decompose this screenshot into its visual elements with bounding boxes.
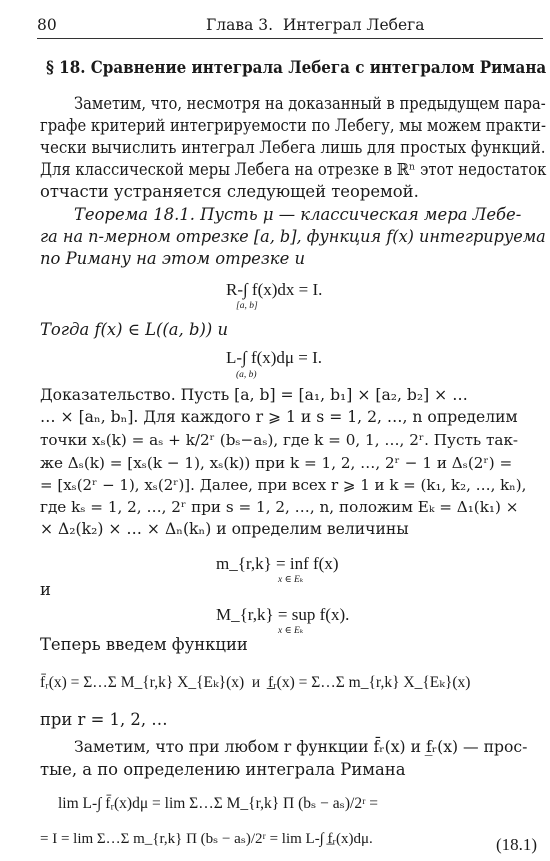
intro-line-3: чески вычислить интеграл Лебега лишь для простых функций.: [40, 138, 546, 157]
theorem-then-line: Тогда f(x) ∈ L((a, b)) и: [40, 320, 229, 339]
now-introduce-line: Теперь введем функции: [40, 635, 248, 654]
limit-equation-2: = I = lim Σ…Σ m_{r,k} Π (bₛ − aₛ)/2ʳ = lim L-∫ f̲ᵣ(x)dμ.: [40, 831, 373, 847]
limit-equation-1: lim L-∫ f̄ᵣ(x)dμ = lim Σ…Σ M_{r,k} Π (bₛ − aₛ)/2ʳ =: [58, 795, 379, 812]
proof-line-2: … × [aₙ, bₙ]. Для каждого r ⩾ 1 и s = 1, 2, …, n определим: [40, 408, 518, 426]
proof-line-7: × Δ₂(k₂) × … × Δₙ(kₙ) и определим величины: [40, 520, 409, 538]
intro-line-1: Заметим, что, несмотря на доказанный в предыдущем пара-: [74, 94, 546, 113]
header-rule: [37, 38, 543, 39]
intro-line-4: Для классической меры Лебега на отрезке в ℝⁿ этот недостаток: [40, 160, 547, 179]
riemann-integral-equation: R-∫ f(x)dx = I.: [226, 280, 323, 299]
lebesgue-integral-domain: (a, b): [236, 370, 257, 380]
step-functions-equation: f̄ᵣ(x) = Σ…Σ M_{r,k} X_{Eₖ}(x) и f̲ᵣ(x) = Σ…Σ m_{r,k} X_{Eₖ}(x): [40, 674, 471, 691]
for-r-line: при r = 1, 2, …: [40, 710, 168, 729]
riemann-integral-domain: [a, b]: [236, 301, 258, 311]
proof-line-5: = [xₛ(2ʳ − 1), xₛ(2ʳ)]. Далее, при всех r ⩾ 1 и k = (k₁, k₂, …, kₙ),: [40, 476, 527, 494]
conjunction-and: и: [40, 580, 51, 599]
inf-domain: x ∈ Eₖ: [278, 575, 304, 585]
equation-number: (18.1): [496, 835, 538, 854]
note-line-1: Заметим, что при любом r функции f̄ᵣ(x) и f̲ᵣ(x) — прос-: [74, 738, 528, 756]
intro-line-2: графе критерий интегрируемости по Лебегу, мы можем практи-: [40, 116, 546, 135]
theorem-line-2: га на n-мерном отрезке [a, b], функция f(x) интегрируема: [40, 227, 546, 246]
proof-line-4: же Δₛ(k) = [xₛ(k − 1), xₛ(k)) при k = 1, 2, …, 2ʳ − 1 и Δₛ(2ʳ) =: [40, 454, 513, 472]
sup-equation: M_{r,k} = sup f(x).: [216, 605, 350, 624]
inf-equation: m_{r,k} = inf f(x): [216, 554, 339, 573]
lebesgue-integral-equation: L-∫ f(x)dμ = I.: [226, 348, 323, 367]
intro-line-5: отчасти устраняется следующей теоремой.: [40, 182, 419, 201]
note-line-2: тые, а по определению интеграла Римана: [40, 760, 406, 779]
section-title: § 18. Сравнение интеграла Лебега с интегралом Римана: [46, 58, 547, 78]
sup-domain: x ∈ Eₖ: [278, 626, 304, 636]
proof-line-6: где kₛ = 1, 2, …, 2ʳ при s = 1, 2, …, n, положим Eₖ = Δ₁(k₁) ×: [40, 498, 519, 516]
proof-line-3: точки xₛ(k) = aₛ + k/2ʳ (bₛ−aₛ), где k = 0, 1, …, 2ʳ. Пусть так-: [40, 431, 519, 449]
running-head: Глава 3. Интеграл Лебега: [206, 16, 425, 34]
page-number: 80: [37, 16, 57, 34]
proof-line-1: Доказательство. Пусть [a, b] = [a₁, b₁] × [a₂, b₂] × …: [40, 386, 468, 404]
theorem-line-3: по Риману на этом отрезке и: [40, 249, 306, 268]
theorem-line-1: Теорема 18.1. Пусть μ — классическая мера Лебе-: [74, 205, 522, 224]
